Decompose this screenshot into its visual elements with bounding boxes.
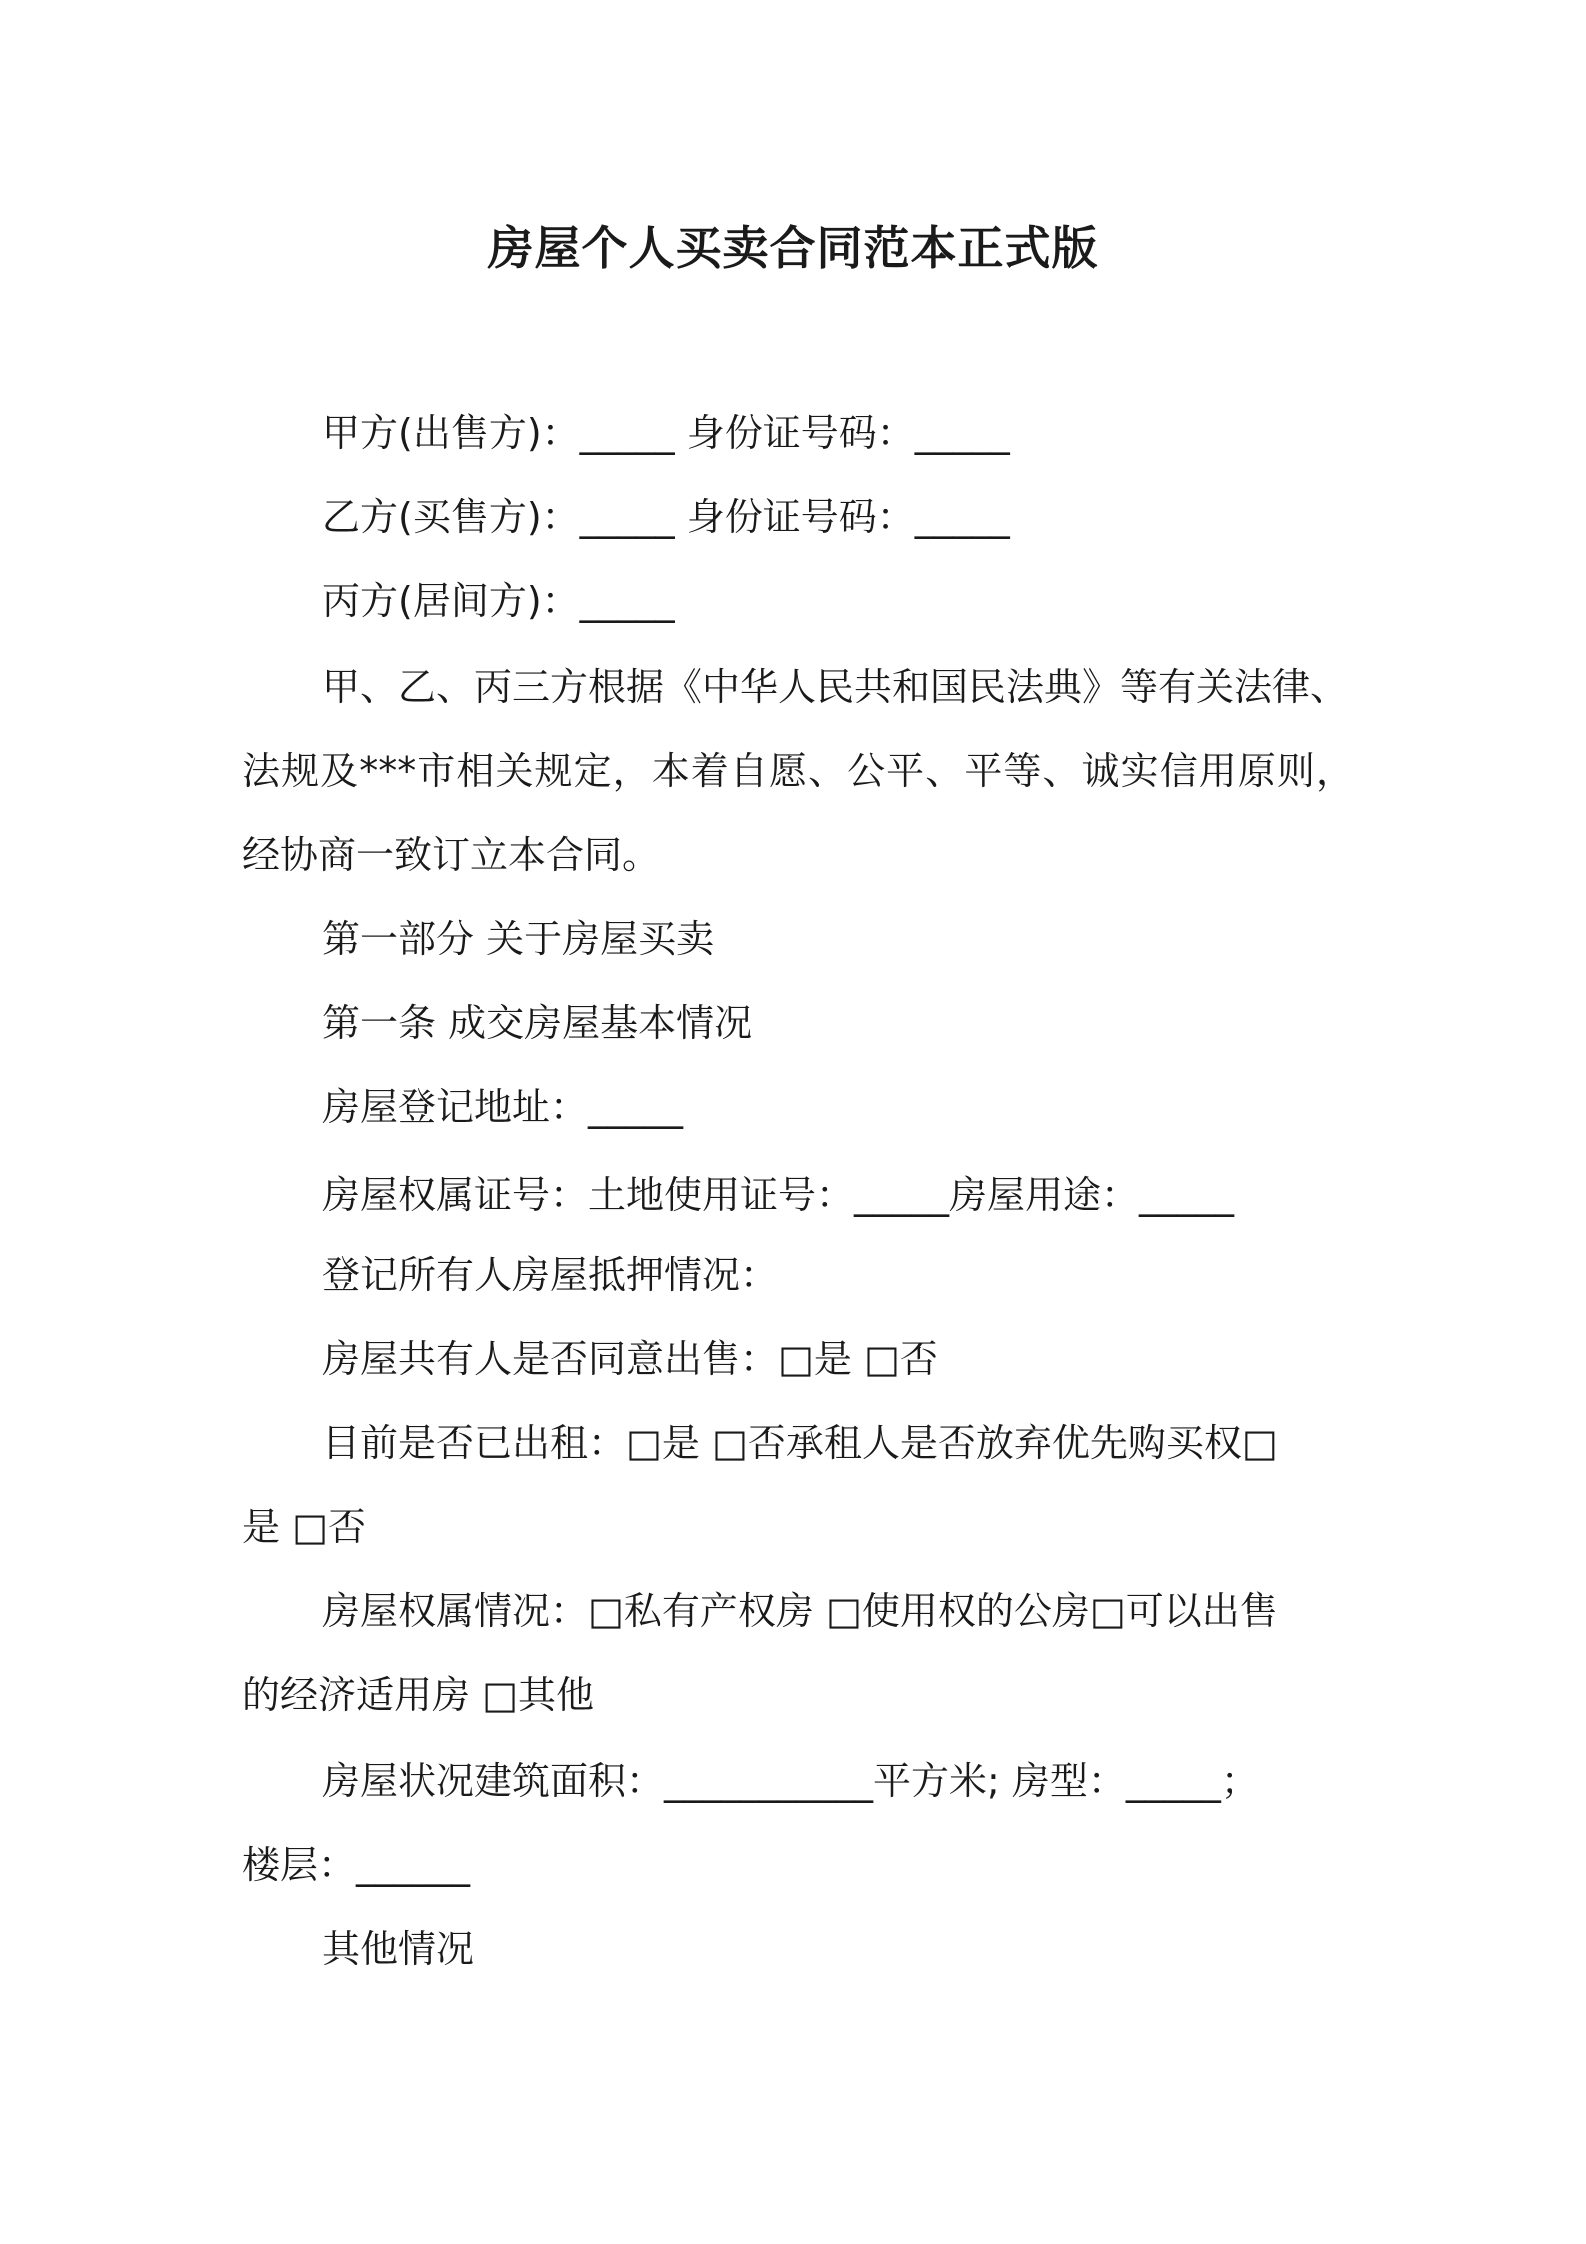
document-title: 房屋个人买卖合同范本正式版 [487, 221, 1099, 275]
ownership-type-line-2: 的经济适用房 □其他 [242, 1673, 594, 1717]
article-one-heading: 第一条 成交房屋基本情况 [322, 1001, 753, 1045]
mortgage-status-line: 登记所有人房屋抵押情况： [322, 1253, 779, 1297]
preamble-line-1: 甲、乙、丙三方根据《中华人民共和国民法典》等有关法律、 [322, 665, 1349, 709]
party-a-line: 甲方(出售方)：_____ 身份证号码：_____ [322, 411, 1010, 455]
other-conditions-line: 其他情况 [322, 1927, 475, 1971]
co-owner-consent-line: 房屋共有人是否同意出售：□是 □否 [322, 1337, 938, 1381]
party-c-line: 丙方(居间方)：_____ [322, 579, 675, 623]
building-area-line-1: 房屋状况建筑面积：___________平方米; 房型：_____； [322, 1759, 1259, 1803]
title-certificate-line: 房屋权属证号：土地使用证号：_____房屋用途：_____ [322, 1173, 1235, 1217]
rental-status-line-1: 目前是否已出租：□是 □否承租人是否放弃优先购买权□ [322, 1421, 1278, 1465]
party-b-line: 乙方(买售方)：_____ 身份证号码：_____ [322, 495, 1010, 539]
registered-address-line: 房屋登记地址：_____ [322, 1085, 684, 1129]
preamble-line-2: 法规及***市相关规定，本着自愿、公平、平等、诚实信用原则， [242, 749, 1354, 793]
rental-status-line-2: 是 □否 [242, 1505, 366, 1549]
preamble-line-3: 经协商一致订立本合同。 [242, 833, 661, 877]
ownership-type-line-1: 房屋权属情况：□私有产权房 □使用权的公房□可以出售 [322, 1589, 1278, 1633]
building-area-line-2: 楼层：______ [242, 1843, 471, 1887]
part-one-heading: 第一部分 关于房屋买卖 [322, 917, 715, 961]
